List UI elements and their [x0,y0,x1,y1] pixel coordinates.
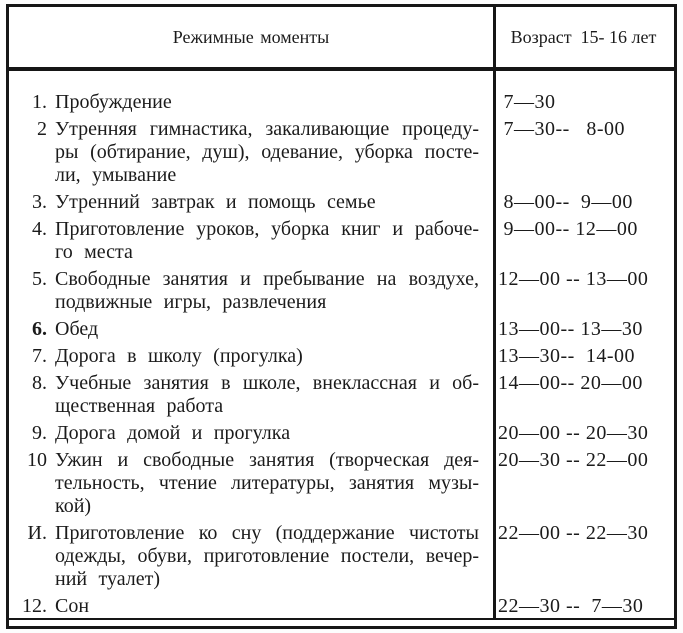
column-divider-rule [493,7,496,618]
bottom-rule [9,618,674,620]
activity-line: Свободные занятия и пребывание на воздухе, [55,268,479,290]
table-body [9,71,674,618]
activity-text [55,595,479,618]
activity-line: Учебные занятия в школе, внеклассная и об- [55,372,479,394]
activity-line: Пробуждение [55,91,172,113]
activity-line: ли, умывание [55,164,177,186]
row-number: 4. [32,218,47,240]
time-range: 20—00 -- 20—30 [498,422,649,444]
activity-line: Обед [55,318,99,340]
table-row [9,91,674,114]
time-range: 20—30 -- 22—00 [498,449,649,471]
table-row [9,449,674,518]
activity-text [55,522,479,591]
activity-line: го места [55,241,133,263]
table-row [9,318,674,341]
activity-text [55,449,479,518]
activity-text [55,91,479,114]
row-number: 10 [27,449,47,471]
table-row [9,372,674,418]
row-number: 8. [32,372,47,394]
activity-line: ры (обтирание, душ), одевание, уборка посте- [55,141,479,163]
activity-line: щественная работа [55,395,224,417]
table-row [9,118,674,187]
time-range: 13—30-- 14-00 [498,345,635,367]
table-row [9,522,674,591]
time-range: 9—00-- 12—00 [498,218,638,240]
time-range: 14—00-- 20—00 [498,372,643,394]
activity-line: Дорога домой и прогулка [55,422,291,444]
activity-line: Ужин и свободные занятия (творческая дея- [55,449,479,471]
activity-line: тельность, чтение литературы, занятия музы- [55,472,479,494]
time-range: 22—00 -- 22—30 [498,522,649,544]
time-range: 8—00-- 9—00 [498,191,633,213]
row-number: 2 [37,118,47,140]
activity-line: Утренний завтрак и помощь семье [55,191,376,213]
table-row [9,218,674,264]
activity-line: одежды, обуви, приготовление постели, вечер- [55,545,479,567]
activity-text [55,372,479,418]
activity-line: Утренняя гимнастика, закаливающие процеду- [55,118,479,140]
row-number: 6. [32,318,47,340]
table-row [9,345,674,368]
table-row [9,268,674,314]
activity-line: кой) [55,495,92,517]
table-row [9,595,674,618]
activity-text [55,318,479,341]
time-range: 22—30 -- 7—30 [498,595,644,617]
row-number: 1. [32,91,47,113]
activity-text [55,268,479,314]
activity-line: Приготовление ко сну (поддержание чистоты [55,522,479,544]
activity-line: ний туалет) [55,568,161,590]
table-header-row [9,7,674,71]
time-range: 13—00-- 13—30 [498,318,643,340]
activity-line: Дорога в школу (прогулка) [55,345,303,367]
table-row [9,422,674,445]
column-header-age: Возраст 15- 16 лет [510,26,657,47]
row-number: 7. [32,345,47,367]
activity-text [55,345,479,368]
time-range: 7—30-- 8-00 [498,118,625,140]
daily-schedule-table [6,4,677,629]
activity-line: Приготовление уроков, уборка книг и рабоче- [55,218,479,240]
row-number: 9. [32,422,47,444]
activity-text [55,422,479,445]
time-range: 7—30 [498,91,556,113]
time-range: 12—00 -- 13—00 [498,268,649,290]
activity-text [55,118,479,187]
activity-line: Сон [55,595,90,617]
table-row [9,191,674,214]
activity-line: подвижные игры, развлечения [55,291,327,313]
activity-text [55,218,479,264]
row-number: 12. [22,595,47,617]
row-number: 3. [32,191,47,213]
column-header-regime-moments: Режимные моменты [172,26,330,47]
row-number: 5. [32,268,47,290]
activity-text [55,191,479,214]
row-number: И. [27,522,47,544]
